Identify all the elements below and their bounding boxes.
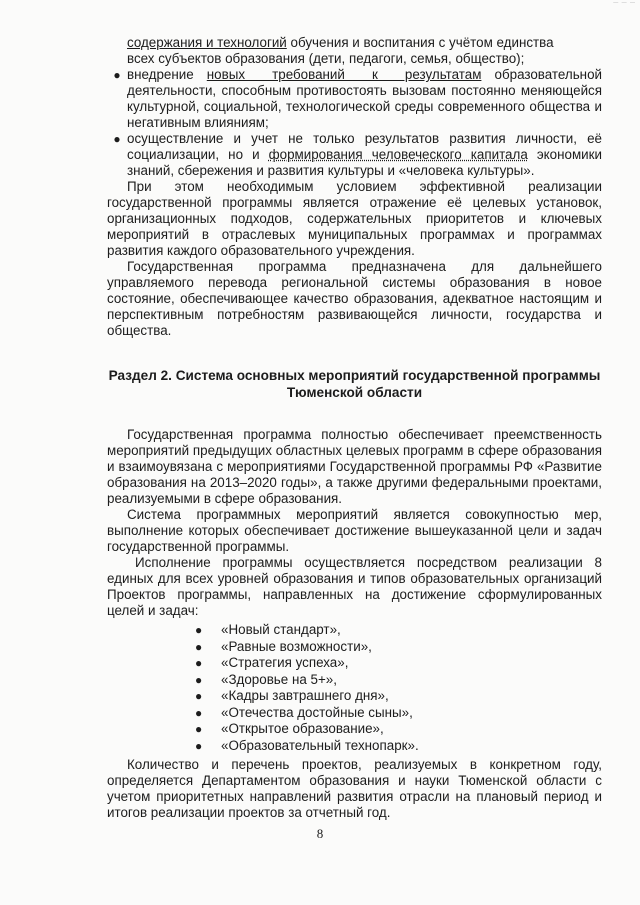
list-item xyxy=(107,131,602,179)
text-fragment: обучения и воспитания с учётом единства xyxy=(286,35,554,50)
bullet-icon: ● xyxy=(195,689,203,703)
section-heading: Раздел 2. Система основных мероприятий государственной программы Тюменской области xyxy=(108,368,601,400)
bullet-continuation xyxy=(107,35,602,67)
page-number: 8 xyxy=(316,826,324,841)
list-item xyxy=(195,738,602,755)
projects-list xyxy=(195,622,602,754)
list-item xyxy=(195,688,602,705)
list-item xyxy=(195,705,602,722)
section-body xyxy=(107,427,602,821)
list-item xyxy=(195,622,602,639)
text-fragment: всех субъектов образования (дети, педагоги, семья, общество); xyxy=(127,51,525,66)
project-name: «Отечества достойные сыны», xyxy=(221,704,413,720)
underlined-phrase: новых требований к результатам xyxy=(206,67,482,82)
project-name: «Равные возможности», xyxy=(221,638,372,654)
list-item xyxy=(195,639,602,656)
project-name: «Открытое образование», xyxy=(221,721,384,736)
bullet-icon: ● xyxy=(195,672,203,687)
list-item xyxy=(195,655,602,672)
document-page xyxy=(107,35,602,821)
paragraph: Количество и перечень проектов, реализуемых в конкретном году, определяется Департаментом образования и науки Тюменской области с учетом приоритетных направлений развития отрасли на плановый период и итогов реализации проектов за отчетный год. xyxy=(107,757,602,820)
paragraph: При этом необходимым условием эффективной реализации государственной программы является отражение её целевых установок, организационных подходов, содержательных приоритетов и ключевых мероприятий в отраслевых муниципальных программах и программах развития каждого образовательного учреждения. xyxy=(107,179,602,258)
paragraph: Система программных мероприятий является совокупностью мер, выполнение которых обеспечивает достижение вышеуказанной цели и задач государственной программы. xyxy=(107,507,602,554)
text-fragment: осуществление и учет не только результатов развития личности, её социализации, но и xyxy=(127,131,602,162)
text-fragment: внедрение xyxy=(127,67,207,82)
bullet-icon: ● xyxy=(195,722,203,736)
bullet-icon: ● xyxy=(195,738,203,753)
bullet-icon: ● xyxy=(113,68,121,82)
underlined-phrase: содержания и технологий xyxy=(127,35,287,50)
bullet-icon: ● xyxy=(113,132,121,146)
project-name: «Образовательный технопарк». xyxy=(221,737,419,753)
paragraph: Государственная программа полностью обеспечивает преемственность мероприятий предыдущих областных целевых программ в сфере образования и взаимоувязана с мероприятиями Государственной программы РФ «Развитие образования на 2013–2020 годы», а также другими федеральными проектами, реализуемыми в сфере образования. xyxy=(107,427,602,506)
project-name: «Новый стандарт», xyxy=(221,622,341,637)
bullet-icon: ● xyxy=(195,639,203,654)
bullet-icon: ● xyxy=(195,623,203,637)
list-item xyxy=(195,672,602,689)
project-name: «Кадры завтрашнего дня», xyxy=(221,688,389,703)
list-item xyxy=(107,67,602,131)
project-name: «Здоровье на 5+», xyxy=(221,671,337,687)
text-fragment: экономики знаний, сбережения и развития культуры и «человека культуры». xyxy=(127,147,602,178)
bullet-icon: ● xyxy=(195,656,203,670)
project-name: «Стратегия успеха», xyxy=(221,655,349,670)
bullet-icon: ● xyxy=(195,705,203,720)
list-item xyxy=(195,721,602,738)
text-fragment: образовательной деятельности, способным противостоять вызовам постоянно меняющейся культурной, социальной, технологической среды современного общества и негативным влияниям; xyxy=(127,67,603,130)
paragraph: Исполнение программы осуществляется посредством реализации 8 единых для всех уровней образования и типов образовательных организаций Проектов программы, направленных на достижение сформулированных целей и задач: xyxy=(107,555,602,618)
scan-corner-mark: — — — xyxy=(613,0,636,6)
underlined-phrase: формирования человеческого капитала xyxy=(268,147,528,162)
paragraph: Государственная программа предназначена для дальнейшего управляемого перевода региональной системы образования в новое состояние, обеспечивающее качество образования, адекватное настоящим и перспективным потребностям развивающейся личности, государства и общества. xyxy=(107,259,602,338)
